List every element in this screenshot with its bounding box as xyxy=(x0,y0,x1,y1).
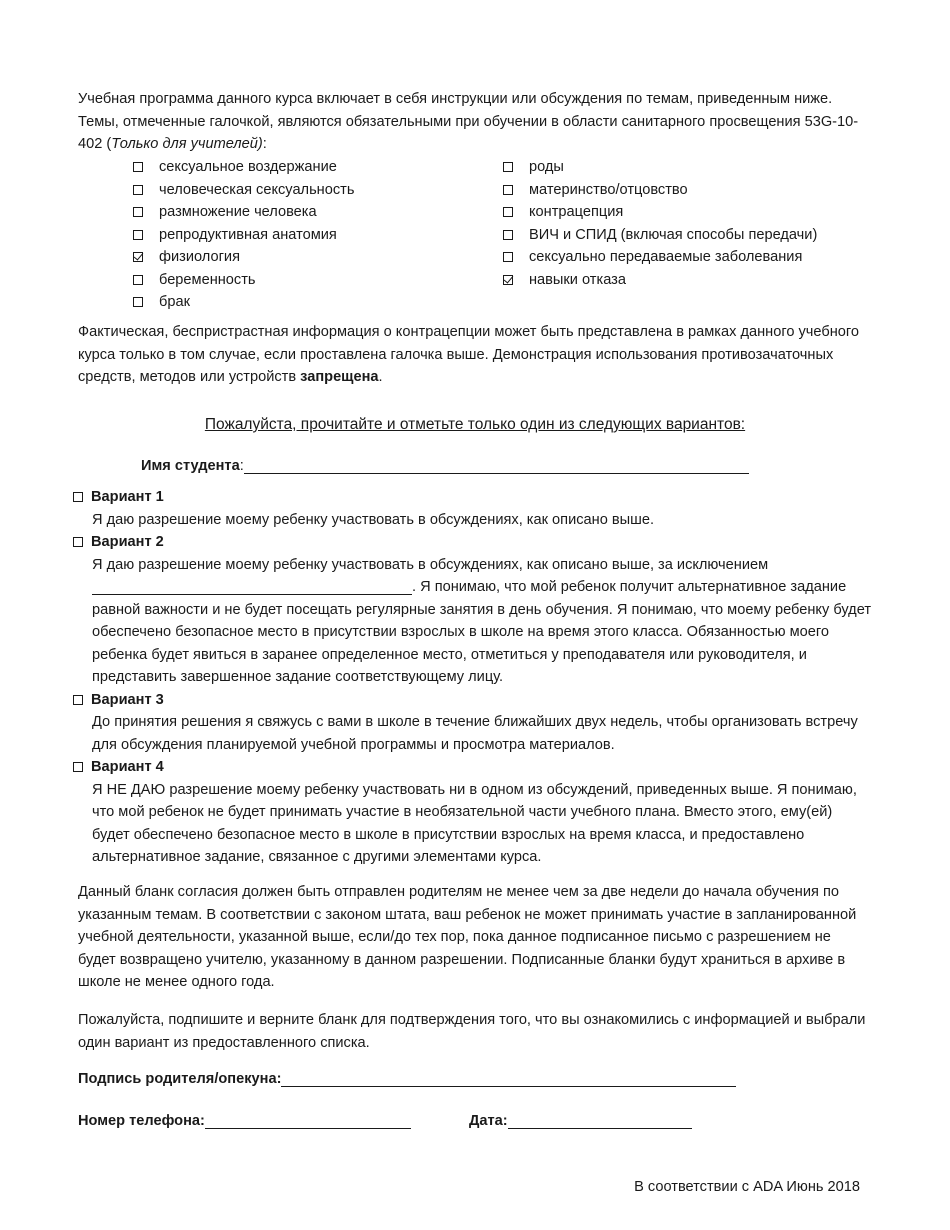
topic-item xyxy=(503,201,817,224)
topic-label: сексуальное воздержание xyxy=(159,159,337,175)
topic-label: материнство/отцовство xyxy=(529,181,688,198)
options-list xyxy=(73,486,873,869)
intro-colon: : xyxy=(262,136,267,152)
topic-item xyxy=(133,224,354,247)
topic-checkbox[interactable] xyxy=(503,252,513,262)
exception-blank-field[interactable] xyxy=(92,578,412,595)
option-text-rest: . Я понимаю, что мой ребенок получит альтернативное задание равной важности и не будет посещать регулярные занятия в день обучения. Я понимаю, что моему ребенку будет обеспечено безопасное место в присутствии взрослых в школе на время этого класса. Обязанностью моего ребенка будет явиться в заранее определенное место, отметиться у преподавателя или руководителя, и представить завершенное задание соответствующему лицу. xyxy=(92,579,872,685)
date-field[interactable] xyxy=(508,1112,692,1129)
intro-text: Учебная программа данного курса включает в себя инструкции или обсуждения по темам, приведенным ниже. Темы, отмеченные галочкой, являются обязательными при обучении в области санитарного просвещения 53G-10-402 ( xyxy=(78,91,859,152)
option-checkbox[interactable] xyxy=(73,695,83,705)
topic-label: брак xyxy=(159,294,190,310)
topic-checkbox[interactable] xyxy=(133,185,143,195)
topic-checkbox-checked[interactable] xyxy=(503,275,513,285)
contraception-note-end: . xyxy=(378,369,383,385)
intro-paragraph xyxy=(78,88,868,156)
topic-item xyxy=(503,246,817,269)
topic-checkbox[interactable] xyxy=(133,297,143,307)
topic-label: человеческая сексуальность xyxy=(159,181,355,198)
option-text xyxy=(92,554,873,689)
topic-label: беременность xyxy=(159,271,256,288)
topic-label: роды xyxy=(529,159,564,175)
topic-label: навыки отказа xyxy=(529,271,626,288)
consent-paragraph: Данный бланк согласия должен быть отправлен родителям не менее чем за две недели до начала обучения по указанным темам. В соответствии с законом штата, ваш ребенок не может принимать участие в запланированной учебной деятельности, указанной выше, если/до тех пор, пока данное подписанное письмо с разрешением не будет возвращено учителю, указанному в данном разрешении. Подписанные бланки будут храниться в архиве в школе не менее одного года. xyxy=(78,884,857,990)
option-checkbox[interactable] xyxy=(73,762,83,772)
option-text: До принятия решения я свяжусь с вами в школе в течение ближайших двух недель, чтобы организовать встречу для обсуждения планируемой учебной программы и просмотра материалов. xyxy=(92,714,858,753)
topic-checkbox[interactable] xyxy=(503,230,513,240)
option-checkbox[interactable] xyxy=(73,492,83,502)
contraception-note-text: Фактическая, беспристрастная информация о контрацепции может быть представлена в рамках данного учебного курса только в том случае, если проставлена галочка выше. Демонстрация использования противозачаточных средств, методов или устройств xyxy=(78,324,860,385)
topic-label: контрацепция xyxy=(529,204,624,220)
topic-item xyxy=(503,269,817,292)
topic-checkbox[interactable] xyxy=(133,162,143,172)
topic-label: ВИЧ и СПИД (включая способы передачи) xyxy=(529,226,818,243)
topic-item xyxy=(503,179,817,202)
option-title: Вариант 1 xyxy=(91,489,164,505)
topic-item xyxy=(133,246,354,269)
option-checkbox[interactable] xyxy=(73,537,83,547)
option-text: Я НЕ ДАЮ разрешение моему ребенку участвовать ни в одном из обсуждений, приведенных выше. Я понимаю, что мой ребенок не будет принимать участие в необязательной части учебного плана. Вместо этого, ему(ей) будет обеспечено безопасное место в школе в присутствии взрослых на время класса, и предоставлено альтернативное задание, связанное с другими элементами курса. xyxy=(92,781,857,865)
topics-left-column xyxy=(133,156,354,314)
student-name-label: Имя студента xyxy=(141,458,240,474)
topic-checkbox[interactable] xyxy=(503,207,513,217)
option-header xyxy=(73,486,873,509)
topic-checkbox-checked[interactable] xyxy=(133,252,143,262)
topic-item xyxy=(503,156,817,179)
date-label: Дата: xyxy=(469,1113,508,1129)
option-title: Вариант 4 xyxy=(91,759,164,775)
topic-checkbox[interactable] xyxy=(503,162,513,172)
signature-label: Подпись родителя/опекуна: xyxy=(78,1071,282,1087)
signature-field[interactable] xyxy=(281,1070,736,1087)
option-text-line: Я даю разрешение моему ребенку участвовать в обсуждениях, как описано выше, за исключением xyxy=(92,556,769,573)
student-name-field[interactable] xyxy=(244,457,749,474)
topic-item xyxy=(133,156,354,179)
topic-label: физиология xyxy=(159,249,240,265)
option-header xyxy=(73,756,873,779)
topic-item xyxy=(133,201,354,224)
option-header xyxy=(73,689,873,712)
topic-checkbox[interactable] xyxy=(503,185,513,195)
topic-item xyxy=(133,291,354,314)
student-name-colon: : xyxy=(239,458,244,474)
instruction-heading: Пожалуйста, прочитайте и отметьте только один из следующих вариантов: xyxy=(204,416,746,433)
contraception-note-bold: запрещена xyxy=(300,369,379,385)
topic-item xyxy=(133,179,354,202)
topic-checkbox[interactable] xyxy=(133,275,143,285)
contraception-note xyxy=(78,321,868,389)
phone-field[interactable] xyxy=(205,1112,411,1129)
topic-checkbox[interactable] xyxy=(133,207,143,217)
sign-paragraph: Пожалуйста, подпишите и верните бланк для подтверждения того, что вы ознакомились с информацией и выбрали один вариант из предоставленного списка. xyxy=(78,1012,866,1051)
topic-label: размножение человека xyxy=(159,204,317,220)
signature-row xyxy=(78,1068,736,1091)
intro-italic-note: Только для учителей) xyxy=(111,136,263,152)
option-text: Я даю разрешение моему ребенку участвовать в обсуждениях, как описано выше. xyxy=(92,511,654,528)
option-title: Вариант 2 xyxy=(91,534,164,550)
student-name-row xyxy=(141,455,749,478)
topic-item xyxy=(503,224,817,247)
date-row xyxy=(469,1110,692,1133)
phone-label: Номер телефона: xyxy=(78,1113,205,1129)
topic-label: сексуально передаваемые заболевания xyxy=(529,249,803,265)
option-header xyxy=(73,531,873,554)
phone-row xyxy=(78,1110,411,1133)
footer-note: В соответствии с ADA Июнь 2018 xyxy=(634,1179,860,1195)
option-title: Вариант 3 xyxy=(91,691,164,708)
topic-label: репродуктивная анатомия xyxy=(159,226,337,243)
topics-right-column xyxy=(503,156,817,291)
topic-item xyxy=(133,269,354,292)
topic-checkbox[interactable] xyxy=(133,230,143,240)
